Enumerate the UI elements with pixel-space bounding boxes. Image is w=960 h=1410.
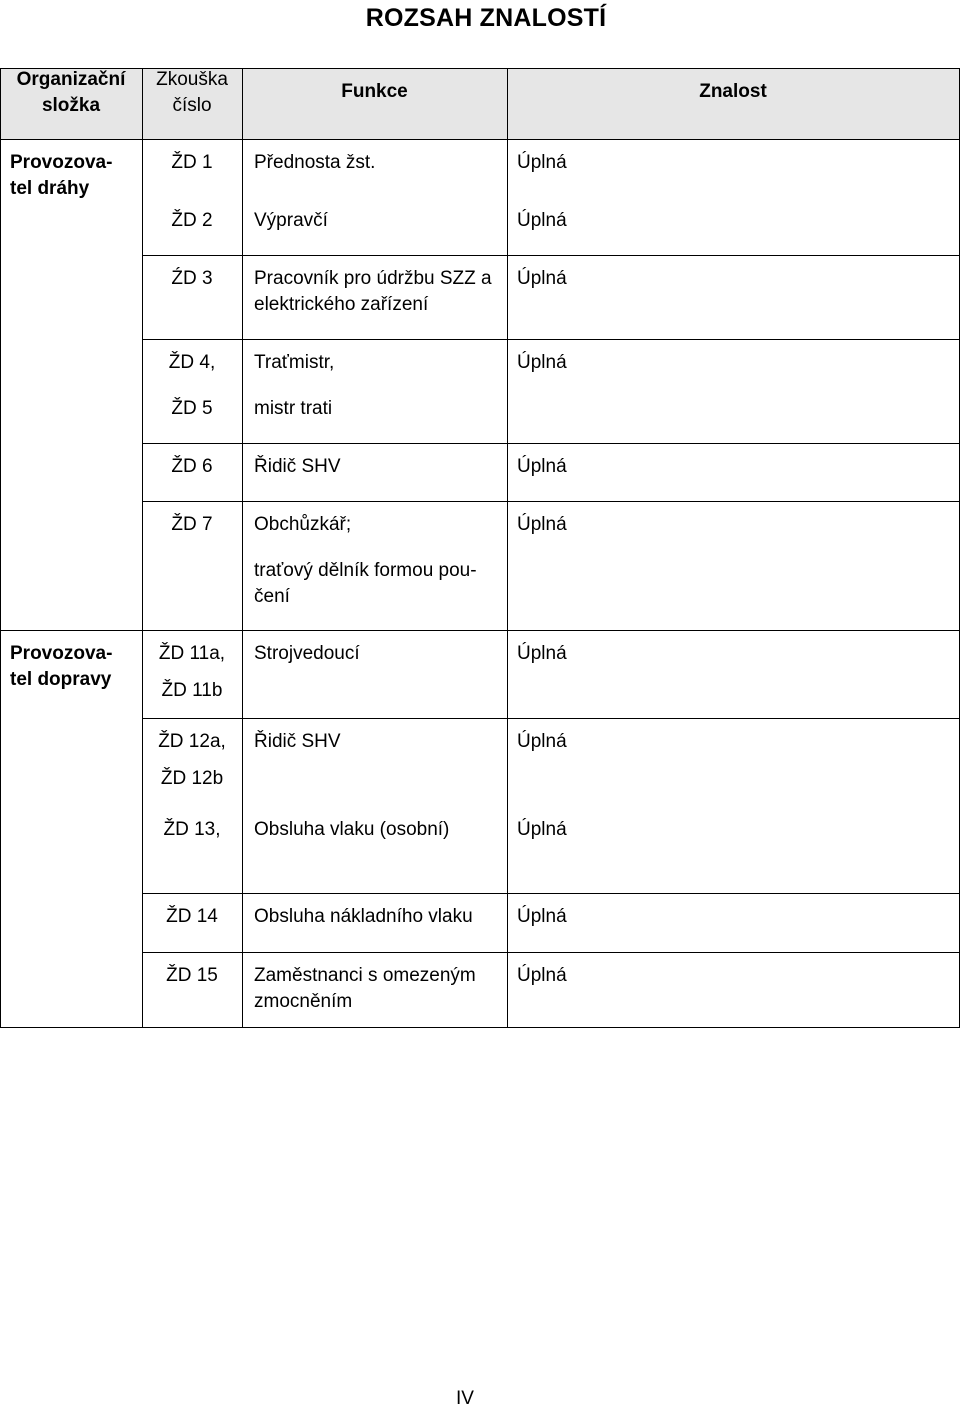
function-zd4: Traťmistr, (254, 352, 335, 373)
function-zd7-a: Obchůzkář; (254, 514, 352, 535)
exam-zd11a: ŽD 11a, (158, 643, 226, 664)
page-number: IV (456, 1388, 474, 1409)
header-function: Funkce (341, 81, 408, 102)
knowledge-zd12: Úplná (517, 731, 567, 752)
knowledge-zd7: Úplná (517, 514, 567, 535)
header-exam: Zkouška číslo (156, 69, 228, 116)
function-zd12: Řidič SHV (254, 731, 341, 752)
unit-transport-operator: Provozova- tel dopravy (10, 643, 113, 690)
function-zd11: Strojvedoucí (254, 643, 360, 664)
knowledge-zd1: Úplná (517, 152, 567, 173)
exam-zd15: ŽD 15 (166, 965, 218, 986)
function-zd2: Výpravčí (254, 210, 328, 231)
exam-zd6: ŽD 6 (171, 456, 213, 477)
knowledge-zd6: Úplná (517, 456, 567, 477)
exam-zd2: ŽD 2 (171, 210, 213, 231)
page-title: ROZSAH ZNALOSTÍ (365, 4, 607, 32)
exam-zd7: ŽD 7 (171, 514, 213, 535)
function-zd1: Přednosta žst. (254, 152, 376, 173)
knowledge-zd11: Úplná (517, 643, 567, 664)
function-zd7-b: traťový dělník formou pou- čení (254, 560, 477, 607)
knowledge-zd14: Úplná (517, 906, 567, 927)
exam-zd14: ŽD 14 (166, 906, 218, 927)
function-zd13: Obsluha vlaku (osobní) (254, 819, 450, 840)
knowledge-zd2: Úplná (517, 210, 567, 231)
function-zd5: mistr trati (254, 398, 333, 419)
exam-zd5: ŽD 5 (171, 398, 213, 419)
function-zd15: Zaměstnanci s omezeným zmocněním (254, 965, 476, 1012)
knowledge-zd15: Úplná (517, 965, 567, 986)
exam-zd13: ŽD 13, (163, 819, 221, 840)
knowledge-zd13: Úplná (517, 819, 567, 840)
function-zd3: Pracovník pro údržbu SZZ a elektrického zařízení (254, 268, 492, 315)
knowledge-zd4: Úplná (517, 352, 567, 373)
knowledge-zd3: Úplná (517, 268, 567, 289)
exam-zd3: ŹD 3 (171, 268, 213, 289)
exam-zd12b: ŽD 12b (160, 768, 224, 789)
header-knowledge: Znalost (699, 81, 767, 102)
exam-zd1: ŽD 1 (171, 152, 213, 173)
exam-zd11b: ŽD 11b (161, 680, 223, 701)
header-unit: Organizační složka (16, 69, 126, 116)
function-zd6: Řidič SHV (254, 456, 341, 477)
unit-rail-operator: Provozova- tel dráhy (10, 152, 113, 199)
function-zd14: Obsluha nákladního vlaku (254, 906, 473, 927)
exam-zd12a: ŽD 12a, (158, 731, 226, 752)
exam-zd4: ŽD 4, (168, 352, 216, 373)
